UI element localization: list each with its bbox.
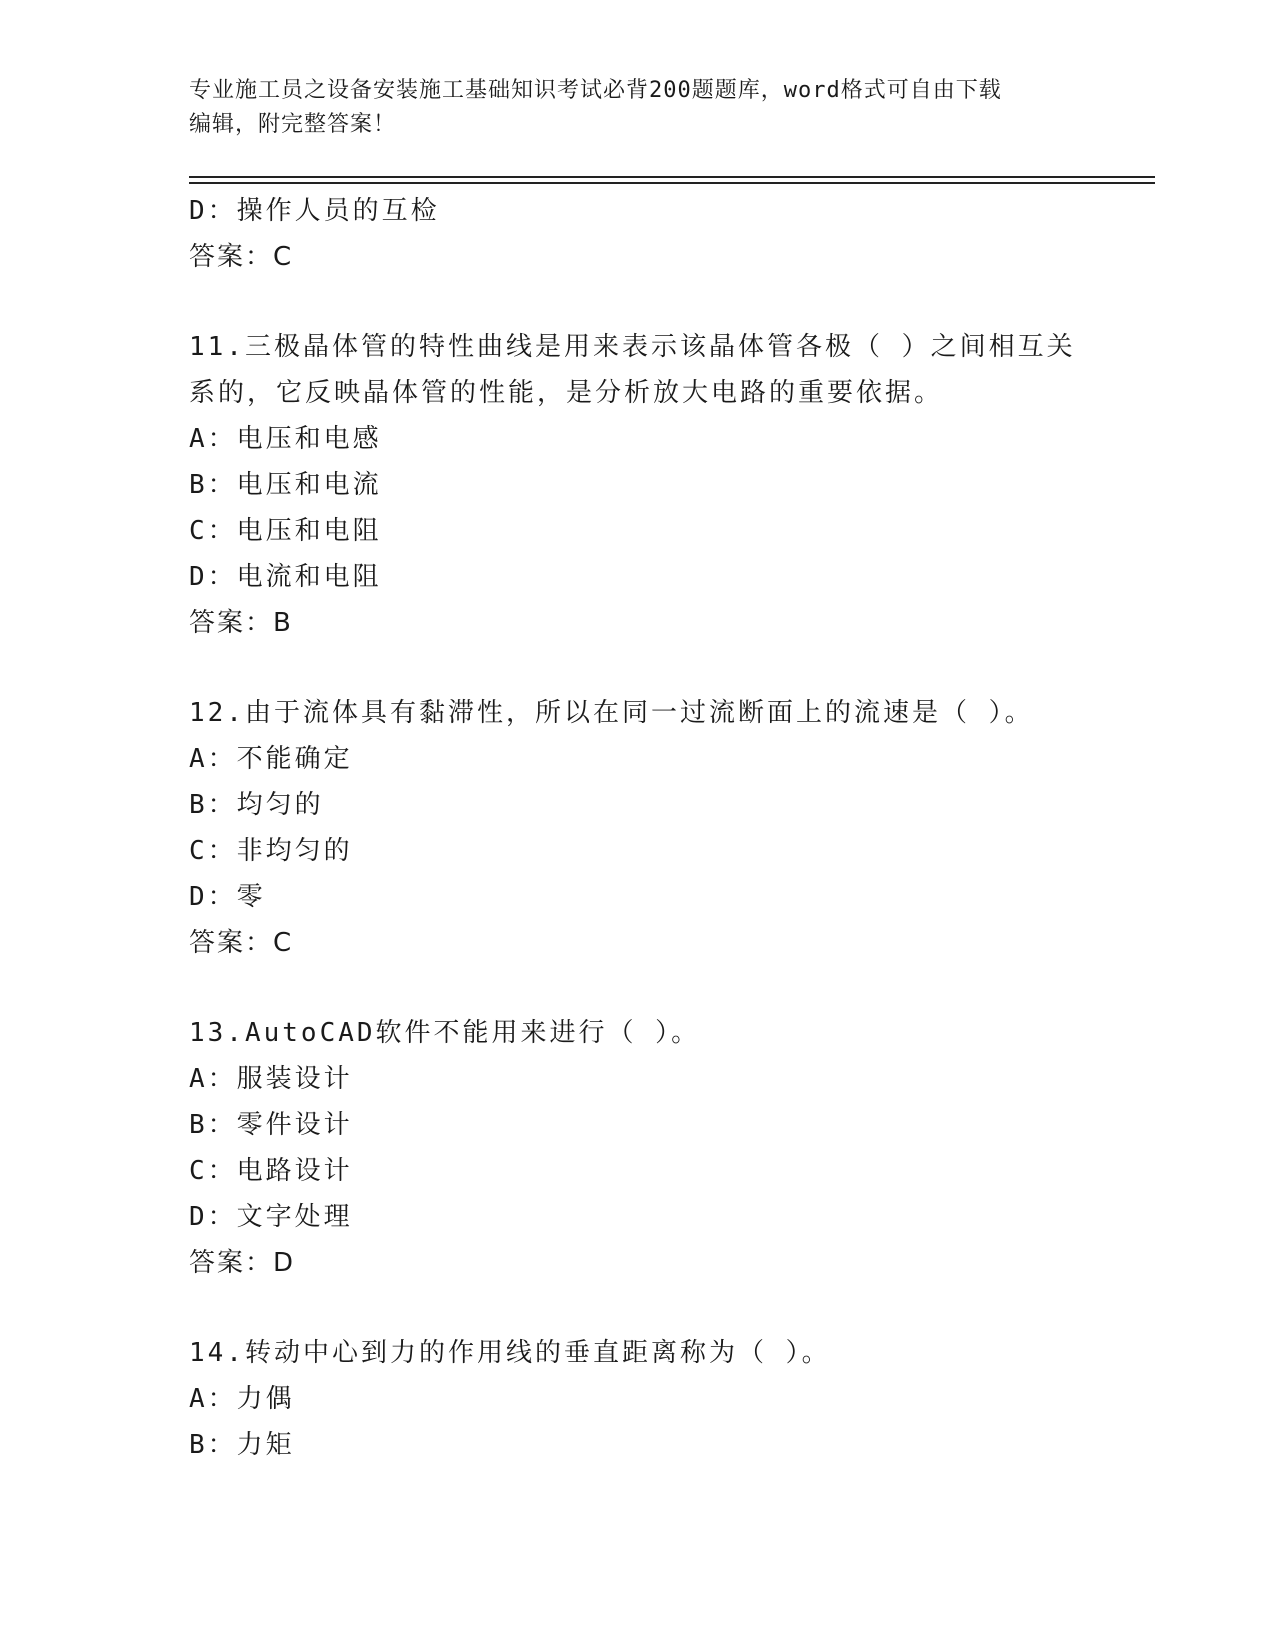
question-stem-line-1: 12.由于流体具有黏滞性，所以在同一过流断面上的流速是（ ）。 [189,698,1034,728]
document-header [189,74,1069,142]
previous-question-tail [189,188,1089,280]
option-a: A：服装设计 [189,1064,353,1094]
question-stem-line-1: 14.转动中心到力的作用线的垂直距离称为（ ）。 [189,1338,831,1368]
option-d: D：文字处理 [189,1202,353,1232]
option-a: A：不能确定 [189,744,353,774]
answer-line: 答案：B [189,608,293,638]
header-divider-top [189,176,1155,178]
option-d: D：零 [189,882,266,912]
option-b: B：零件设计 [189,1110,353,1140]
question-14 [189,1330,1089,1468]
option-c: C：非均匀的 [189,836,353,866]
answer-line: 答案：C [189,242,294,272]
question-stem-line-1: 11.三极晶体管的特性曲线是用来表示该晶体管各极（ ）之间相互关 [189,332,1076,362]
header-title-line-1: 专业施工员之设备安装施工基础知识考试必背200题题库，word格式可自由下载 [189,78,1002,103]
answer-line: 答案：C [189,928,294,958]
question-13 [189,1010,1089,1286]
option-d: D：电流和电阻 [189,562,382,592]
question-12 [189,690,1089,966]
option-c: C：电路设计 [189,1156,353,1186]
question-stem-line-1: 13.AutoCAD软件不能用来进行（ ）。 [189,1018,701,1048]
header-title-line-2: 编辑，附完整答案！ [189,112,397,137]
header-divider-bottom [189,182,1155,184]
option-b: B：均匀的 [189,790,324,820]
question-stem-line-2: 系的，它反映晶体管的性能，是分析放大电路的重要依据。 [189,378,944,408]
option-b: B：电压和电流 [189,470,382,500]
option-a: A：力偶 [189,1384,295,1414]
option-c: C：电压和电阻 [189,516,382,546]
option-a: A：电压和电感 [189,424,382,454]
option-b: B：力矩 [189,1430,295,1460]
question-list [189,188,1089,1468]
answer-line: 答案：D [189,1248,296,1278]
question-11 [189,324,1089,646]
option-d: D：操作人员的互检 [189,196,440,226]
